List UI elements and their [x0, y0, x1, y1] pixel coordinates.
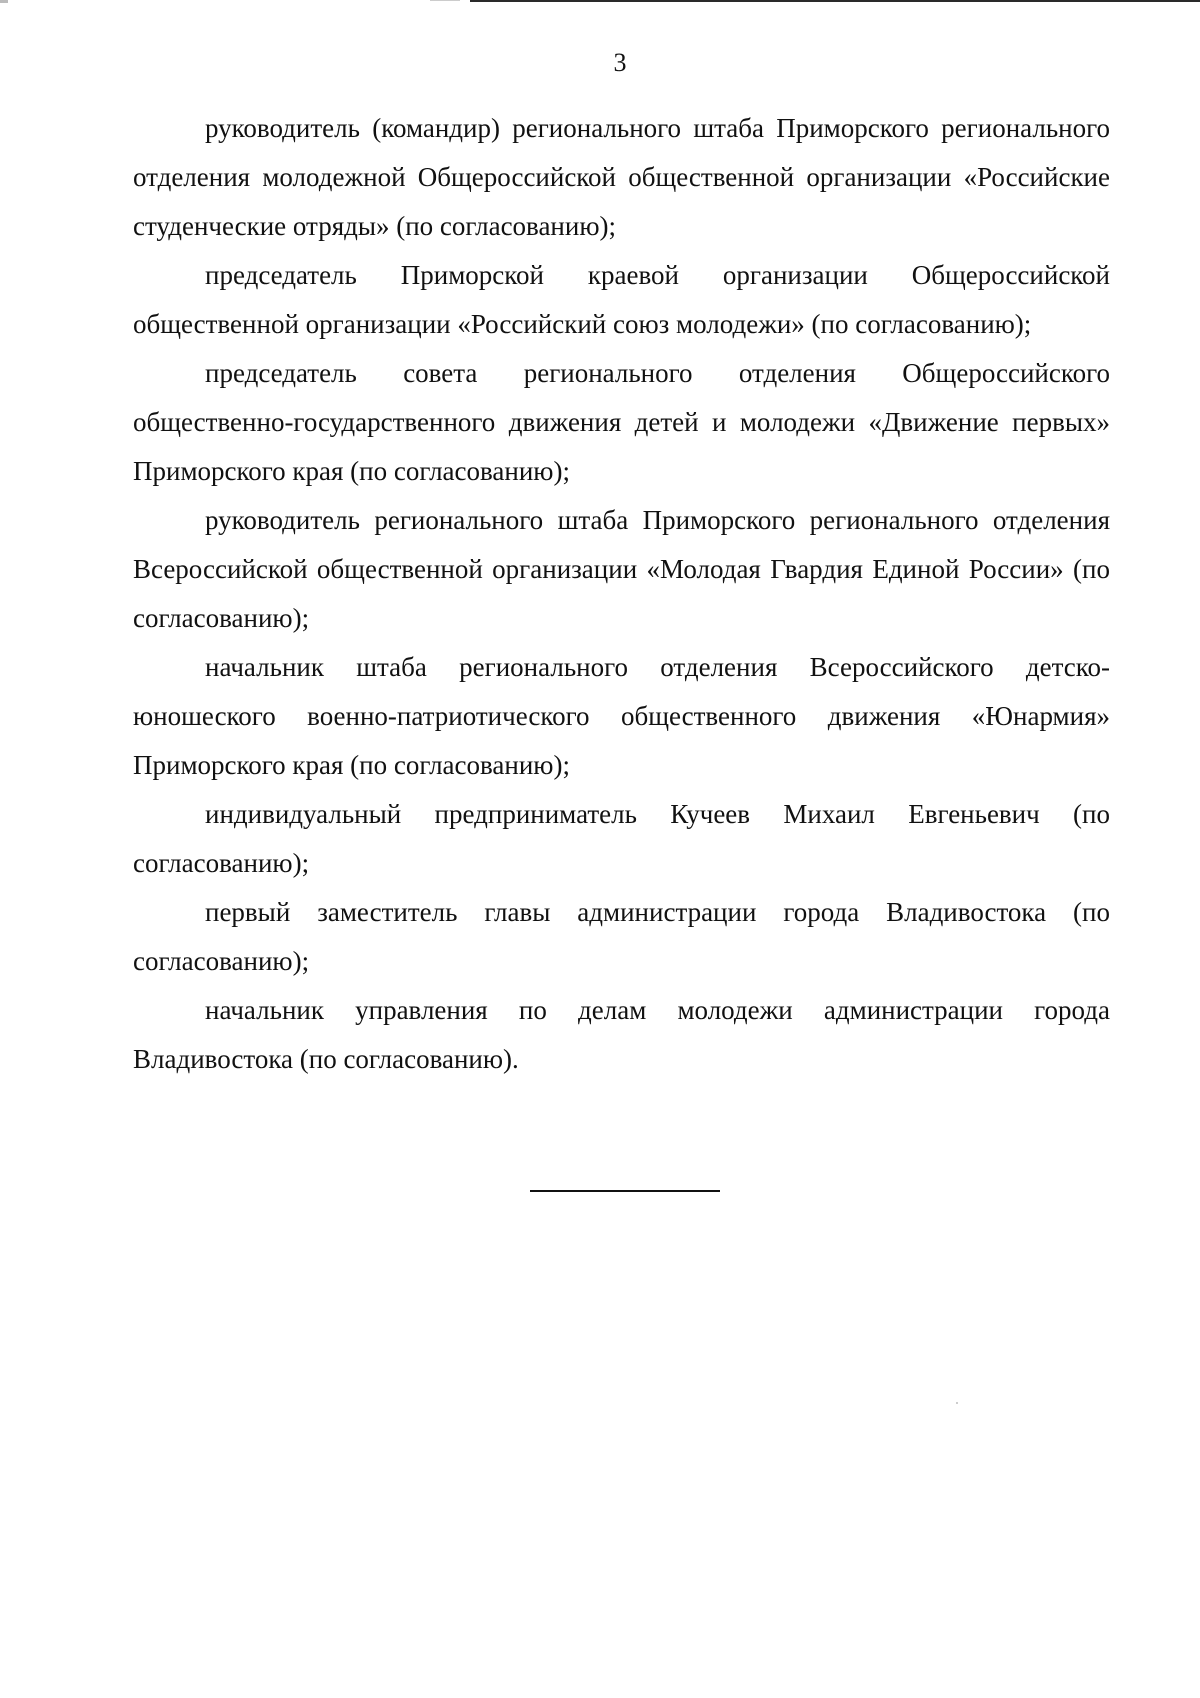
scan-top-border	[470, 0, 1200, 2]
list-item: председатель совета регионального отделения Общероссийского общественно-государственного движения детей и молодежи «Движение первых» Приморского края (по согласованию);	[133, 358, 1110, 486]
list-item: руководитель регионального штаба Приморского регионального отделения Всероссийской общественной организации «Молодая Гвардия Единой России» (по согласованию);	[133, 505, 1110, 633]
list-item: руководитель (командир) регионального штаба Приморского регионального отделения молодежной Общероссийской общественной организации «Российские студенческие отряды» (по согласованию);	[133, 113, 1110, 241]
list-item: начальник штаба регионального отделения Всероссийского детско-юношеского военно-патриотического общественного движения «Юнармия» Приморского края (по согласованию);	[133, 652, 1110, 780]
list-item: первый заместитель главы администрации города Владивостока (по согласованию);	[133, 897, 1110, 976]
page-number: 3	[613, 48, 627, 77]
list-item: председатель Приморской краевой организации Общероссийской общественной организации «Российский союз молодежи» (по согласованию);	[133, 260, 1110, 339]
scan-speck	[956, 1402, 958, 1404]
document-body	[133, 104, 1110, 1084]
list-item: индивидуальный предприниматель Кучеев Михаил Евгеньевич (по согласованию);	[133, 799, 1110, 878]
scan-edge-artifact	[430, 0, 460, 1]
closing-divider-line	[530, 1190, 720, 1192]
scan-edge-artifact	[0, 0, 8, 3]
list-item: начальник управления по делам молодежи администрации города Владивостока (по согласованию).	[133, 995, 1110, 1074]
